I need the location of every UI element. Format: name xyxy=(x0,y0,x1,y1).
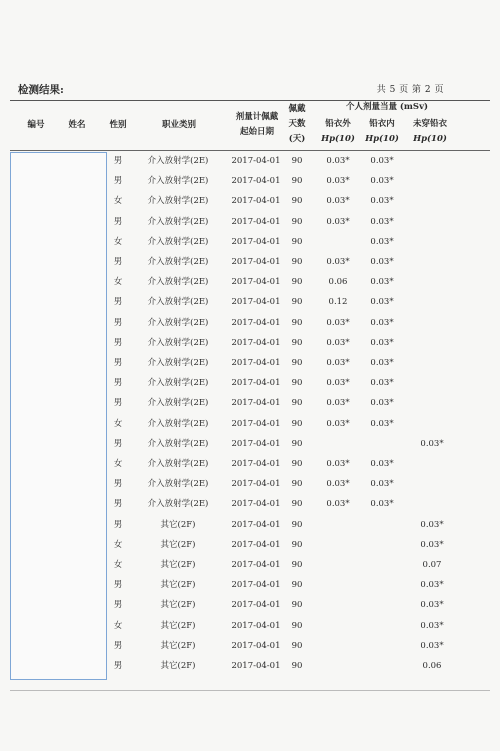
cell-days: 90 xyxy=(291,539,303,550)
cell-outside-lead: 0.03* xyxy=(326,459,350,469)
cell-job: 介入放射学(2E) xyxy=(147,297,209,308)
cell-days: 90 xyxy=(291,257,303,267)
cell-sex: 男 xyxy=(113,519,123,530)
cell-inside-lead: 0.03* xyxy=(370,216,394,227)
cell-job: 其它(2F) xyxy=(160,640,196,651)
cell-no-lead: 0.03* xyxy=(420,438,444,449)
section-title: 检测结果: xyxy=(18,84,64,96)
cell-inside-lead: 0.03* xyxy=(370,398,394,409)
cell-outside-lead: 0.03* xyxy=(326,317,350,328)
cell-days: 90 xyxy=(291,438,303,449)
cell-outside-lead: 0.03* xyxy=(326,257,350,267)
cell-sex: 男 xyxy=(113,580,123,591)
cell-days: 90 xyxy=(291,600,303,611)
cell-job: 介入放射学(2E) xyxy=(147,277,209,288)
cell-inside-lead: 0.03* xyxy=(370,378,394,389)
col-header-id: 编号 xyxy=(27,120,45,130)
cell-date: 2017-04-01 xyxy=(231,459,281,469)
cell-job: 介入放射学(2E) xyxy=(147,499,209,510)
cell-job: 介入放射学(2E) xyxy=(147,176,209,187)
cell-inside-lead: 0.03* xyxy=(370,459,394,469)
col-header-outside-lead-label: 铅衣外 xyxy=(325,119,351,129)
cell-no-lead: 0.03* xyxy=(420,539,444,550)
cell-days: 90 xyxy=(291,499,303,510)
cell-date: 2017-04-01 xyxy=(231,297,281,308)
cell-sex: 男 xyxy=(113,297,123,308)
cell-outside-lead: 0.06 xyxy=(328,277,348,288)
cell-inside-lead: 0.03* xyxy=(370,257,394,267)
cell-sex: 女 xyxy=(113,539,123,550)
cell-job: 介入放射学(2E) xyxy=(147,156,209,166)
cell-no-lead: 0.03* xyxy=(420,620,444,631)
cell-days: 90 xyxy=(291,216,303,227)
cell-job: 介入放射学(2E) xyxy=(147,378,209,389)
col-header-no-lead-label: 未穿铅衣 xyxy=(412,119,447,129)
cell-days: 90 xyxy=(291,156,303,166)
cell-days: 90 xyxy=(291,398,303,409)
cell-no-lead: 0.03* xyxy=(420,580,444,591)
cell-job: 其它(2F) xyxy=(160,560,196,570)
cell-outside-lead: 0.12 xyxy=(328,297,348,308)
cell-job: 介入放射学(2E) xyxy=(147,418,209,429)
cell-days: 90 xyxy=(291,277,303,288)
cell-sex: 女 xyxy=(113,418,123,429)
cell-days: 90 xyxy=(291,620,303,631)
col-header-no-lead xyxy=(402,117,458,147)
cell-outside-lead: 0.03* xyxy=(326,499,350,510)
cell-sex: 男 xyxy=(113,257,123,267)
col-header-inside-lead-label: 铅衣内 xyxy=(369,119,395,129)
col-header-date-line1: 剂量计佩戴 xyxy=(235,112,279,122)
cell-inside-lead: 0.03* xyxy=(370,499,394,510)
cell-date: 2017-04-01 xyxy=(231,539,281,550)
cell-sex: 男 xyxy=(113,156,123,166)
cell-days: 90 xyxy=(291,661,303,671)
cell-no-lead: 0.06 xyxy=(422,661,442,671)
cell-date: 2017-04-01 xyxy=(231,176,281,187)
cell-job: 其它(2F) xyxy=(160,661,196,671)
cell-date: 2017-04-01 xyxy=(231,640,281,651)
cell-date: 2017-04-01 xyxy=(231,358,281,368)
cell-outside-lead: 0.03* xyxy=(326,479,350,490)
cell-date: 2017-04-01 xyxy=(231,378,281,389)
cell-days: 90 xyxy=(291,358,303,368)
cell-job: 其它(2F) xyxy=(160,519,196,530)
cell-days: 90 xyxy=(291,418,303,429)
cell-days: 90 xyxy=(291,236,303,247)
cell-job: 介入放射学(2E) xyxy=(147,236,209,247)
cell-date: 2017-04-01 xyxy=(231,216,281,227)
cell-inside-lead: 0.03* xyxy=(370,156,394,166)
cell-days: 90 xyxy=(291,378,303,389)
col-group-dose: 个人剂量当量 (mSv) xyxy=(345,102,429,112)
cell-date: 2017-04-01 xyxy=(231,317,281,328)
cell-date: 2017-04-01 xyxy=(231,257,281,267)
cell-sex: 男 xyxy=(113,438,123,449)
cell-days: 90 xyxy=(291,196,303,207)
col-header-days xyxy=(284,102,310,147)
cell-inside-lead: 0.03* xyxy=(370,196,394,207)
cell-sex: 女 xyxy=(113,196,123,207)
cell-date: 2017-04-01 xyxy=(231,438,281,449)
cell-job: 其它(2F) xyxy=(160,600,196,611)
cell-date: 2017-04-01 xyxy=(231,560,281,570)
cell-outside-lead: 0.03* xyxy=(326,196,350,207)
cell-sex: 女 xyxy=(113,459,123,469)
cell-no-lead: 0.03* xyxy=(420,519,444,530)
col-header-days-line3: (天) xyxy=(288,134,306,144)
cell-days: 90 xyxy=(291,297,303,308)
cell-days: 90 xyxy=(291,317,303,328)
cell-outside-lead: 0.03* xyxy=(326,156,350,166)
col-header-no-lead-symbol: Hp(10) xyxy=(413,134,447,144)
cell-sex: 男 xyxy=(113,398,123,409)
cell-days: 90 xyxy=(291,479,303,490)
cell-inside-lead: 0.03* xyxy=(370,176,394,187)
cell-job: 介入放射学(2E) xyxy=(147,358,209,368)
page-indicator: 共 5 页 第 2 页 xyxy=(376,85,444,95)
cell-sex: 男 xyxy=(113,640,123,651)
cell-inside-lead: 0.03* xyxy=(370,297,394,308)
table-bottom-rule xyxy=(10,690,490,691)
col-header-inside-lead xyxy=(358,117,406,147)
cell-sex: 男 xyxy=(113,378,123,389)
cell-job: 其它(2F) xyxy=(160,580,196,591)
cell-date: 2017-04-01 xyxy=(231,661,281,671)
cell-job: 介入放射学(2E) xyxy=(147,317,209,328)
col-header-job: 职业类别 xyxy=(161,120,196,130)
cell-sex: 男 xyxy=(113,499,123,510)
cell-days: 90 xyxy=(291,176,303,187)
cell-days: 90 xyxy=(291,337,303,348)
cell-outside-lead: 0.03* xyxy=(326,176,350,187)
col-header-outside-lead xyxy=(314,117,362,147)
cell-sex: 男 xyxy=(113,358,123,368)
cell-job: 介入放射学(2E) xyxy=(147,337,209,348)
cell-sex: 女 xyxy=(113,620,123,631)
col-header-date xyxy=(226,110,288,140)
cell-date: 2017-04-01 xyxy=(231,277,281,288)
cell-job: 其它(2F) xyxy=(160,539,196,550)
cell-inside-lead: 0.03* xyxy=(370,317,394,328)
cell-inside-lead: 0.03* xyxy=(370,337,394,348)
cell-outside-lead: 0.03* xyxy=(326,378,350,389)
cell-outside-lead: 0.03* xyxy=(326,398,350,409)
cell-sex: 男 xyxy=(113,661,123,671)
cell-job: 介入放射学(2E) xyxy=(147,459,209,469)
cell-outside-lead: 0.03* xyxy=(326,216,350,227)
cell-job: 介入放射学(2E) xyxy=(147,196,209,207)
cell-sex: 女 xyxy=(113,277,123,288)
cell-no-lead: 0.03* xyxy=(420,600,444,611)
redacted-id-name-region xyxy=(10,152,107,680)
cell-date: 2017-04-01 xyxy=(231,236,281,247)
cell-date: 2017-04-01 xyxy=(231,418,281,429)
cell-inside-lead: 0.03* xyxy=(370,277,394,288)
cell-days: 90 xyxy=(291,580,303,591)
cell-job: 介入放射学(2E) xyxy=(147,216,209,227)
col-header-date-line2: 起始日期 xyxy=(239,127,274,137)
cell-days: 90 xyxy=(291,459,303,469)
cell-job: 介入放射学(2E) xyxy=(147,257,209,267)
cell-no-lead: 0.03* xyxy=(420,640,444,651)
cell-outside-lead: 0.03* xyxy=(326,337,350,348)
cell-date: 2017-04-01 xyxy=(231,600,281,611)
cell-sex: 女 xyxy=(113,236,123,247)
cell-days: 90 xyxy=(291,560,303,570)
cell-outside-lead: 0.03* xyxy=(326,358,350,368)
col-header-name: 姓名 xyxy=(68,120,86,130)
cell-date: 2017-04-01 xyxy=(231,620,281,631)
cell-inside-lead: 0.03* xyxy=(370,479,394,490)
cell-sex: 女 xyxy=(113,560,123,570)
cell-sex: 男 xyxy=(113,600,123,611)
cell-inside-lead: 0.03* xyxy=(370,236,394,247)
col-header-days-line1: 佩戴 xyxy=(288,104,306,114)
cell-sex: 男 xyxy=(113,317,123,328)
cell-date: 2017-04-01 xyxy=(231,519,281,530)
cell-sex: 男 xyxy=(113,479,123,490)
cell-date: 2017-04-01 xyxy=(231,337,281,348)
cell-date: 2017-04-01 xyxy=(231,580,281,591)
cell-inside-lead: 0.03* xyxy=(370,358,394,368)
cell-job: 介入放射学(2E) xyxy=(147,438,209,449)
cell-date: 2017-04-01 xyxy=(231,479,281,490)
cell-no-lead: 0.07 xyxy=(422,560,442,570)
cell-job: 其它(2F) xyxy=(160,620,196,631)
col-header-sex: 性别 xyxy=(109,120,127,130)
cell-job: 介入放射学(2E) xyxy=(147,398,209,409)
cell-days: 90 xyxy=(291,519,303,530)
cell-date: 2017-04-01 xyxy=(231,196,281,207)
cell-outside-lead: 0.03* xyxy=(326,418,350,429)
cell-sex: 男 xyxy=(113,216,123,227)
cell-sex: 男 xyxy=(113,337,123,348)
col-header-inside-lead-symbol: Hp(10) xyxy=(365,134,399,144)
cell-inside-lead: 0.03* xyxy=(370,418,394,429)
cell-sex: 男 xyxy=(113,176,123,187)
cell-days: 90 xyxy=(291,640,303,651)
col-header-outside-lead-symbol: Hp(10) xyxy=(321,134,355,144)
cell-job: 介入放射学(2E) xyxy=(147,479,209,490)
cell-date: 2017-04-01 xyxy=(231,398,281,409)
col-header-days-line2: 天数 xyxy=(288,119,306,129)
cell-date: 2017-04-01 xyxy=(231,156,281,166)
cell-date: 2017-04-01 xyxy=(231,499,281,510)
